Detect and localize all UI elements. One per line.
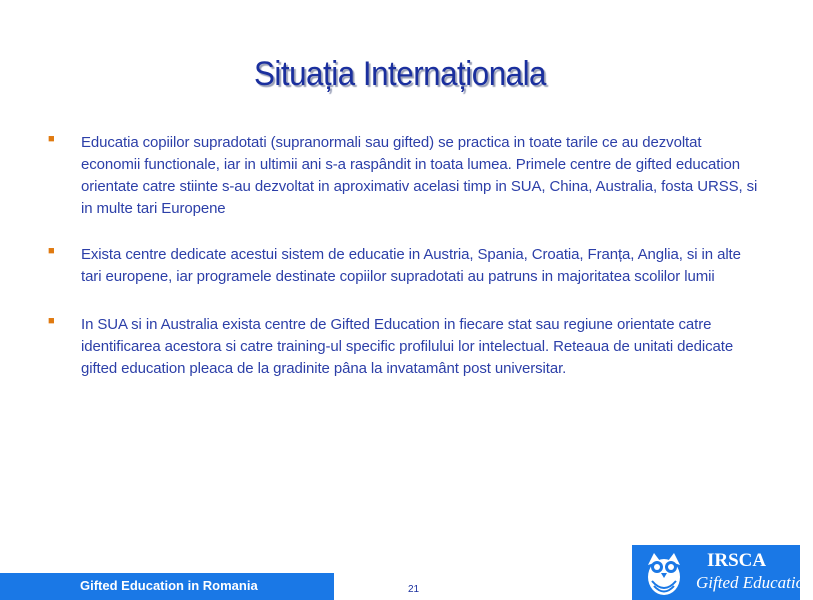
bullet-item bbox=[48, 314, 760, 380]
bullet-text: Educatia copiilor supradotati (supranormali sau gifted) se practica in toate tarile ce au dezvoltat economii functionale, iar in ultimii ani s-a raspândit in toata lumea. Primele centre de gifted education orientate catre stiinte s-au dezvoltat in aproximativ acelasi timp in SUA, China, Australia, fosta URSS, si in multe tari Europene bbox=[81, 134, 758, 217]
page-number: 21 bbox=[408, 584, 420, 595]
owl-icon bbox=[642, 549, 686, 597]
bullet-item bbox=[48, 132, 760, 220]
bullet-square-icon: ■ bbox=[48, 315, 55, 327]
logo-name: IRSCA bbox=[707, 550, 767, 571]
bullet-list bbox=[48, 132, 760, 404]
logo-subtitle: Gifted Education bbox=[696, 573, 813, 592]
bullet-text: In SUA si in Australia exista centre de Gifted Education in fiecare stat sau regiune orientate catre identificarea acestora si catre training-ul specific profilului lor intelectual. Reteaua de unitati dedicate gifted education pleaca de la gradinite pâna la invatamânt post universitar. bbox=[81, 316, 734, 377]
logo bbox=[632, 545, 813, 600]
bullet-square-icon: ■ bbox=[48, 245, 55, 257]
bullet-item bbox=[48, 244, 760, 288]
slide-title: Situația Internaționala bbox=[253, 55, 547, 93]
footer-bar bbox=[0, 573, 334, 600]
bullet-square-icon: ■ bbox=[48, 133, 55, 145]
bullet-text: Exista centre dedicate acestui sistem de educatie in Austria, Spania, Croatia, Franța, Anglia, si in alte tari europene, iar programele destinate copiilor supradotati au patruns in majoritatea scolilor lumii bbox=[81, 246, 741, 285]
footer-label: Gifted Education in Romania bbox=[80, 578, 258, 593]
